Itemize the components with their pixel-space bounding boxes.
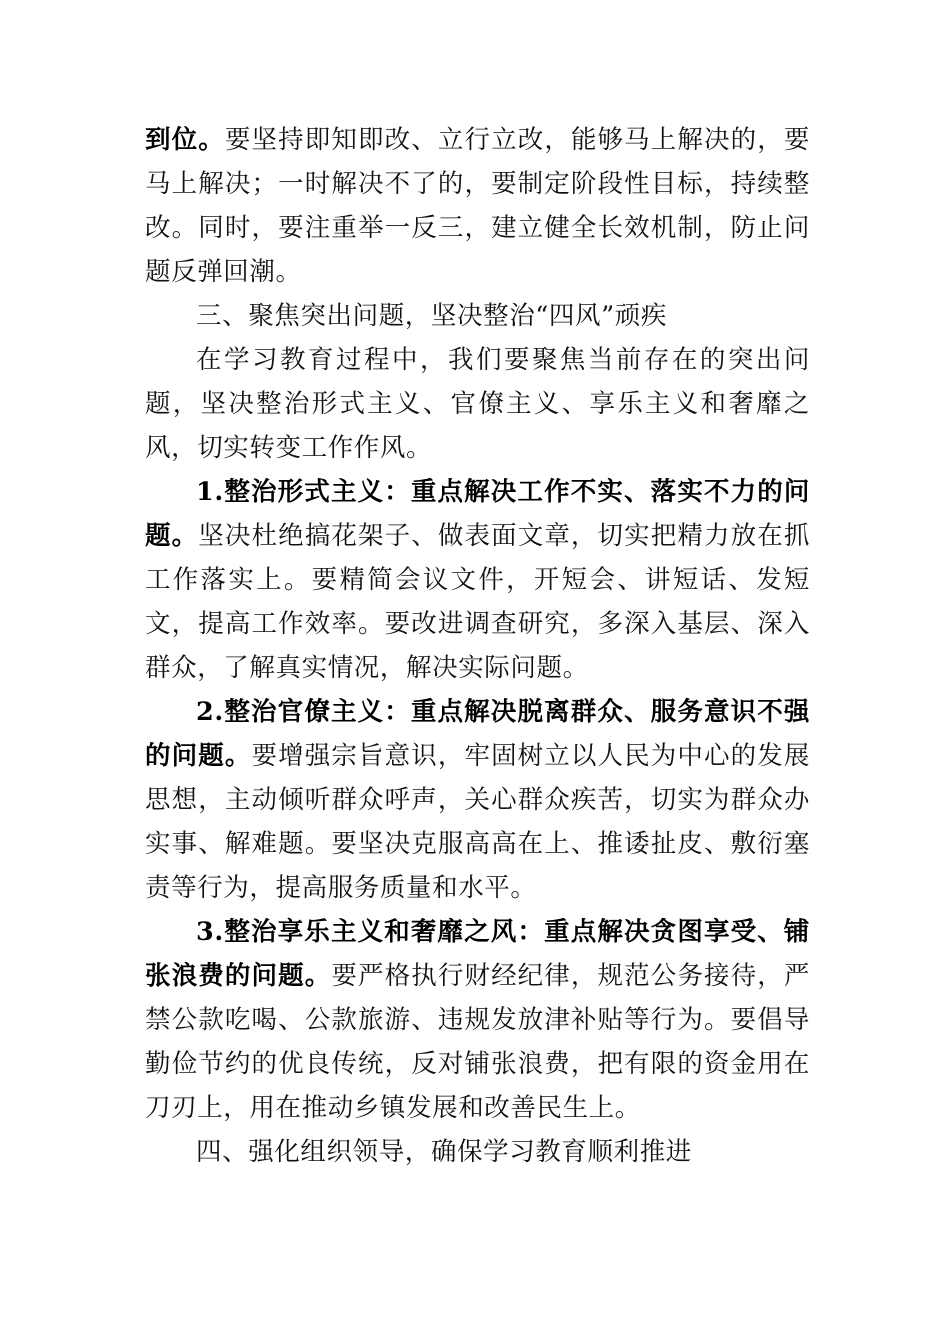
paragraph-text: 要增强宗旨意识，牢固树立以人民为中心的发展思想，主动倾听群众呼声，关心群众疾苦，切实为群众办实事、解难题。要坚决克服高高在上、推诿扯皮、敷衍塞责等行为，提高服务质量和水平。 xyxy=(145,741,810,903)
bold-lead: 1.整治形式主义：重点解决工作不实、落实不力的问题。 xyxy=(145,477,810,551)
paragraph-text: 坚决杜绝搞花架子、做表面文章，切实把精力放在抓工作落实上。要精简会议文件，开短会、讲短话、发短文，提高工作效率。要改进调查研究，多深入基层、深入群众，了解真实情况，解决实际问题。 xyxy=(145,521,810,683)
paragraph-continuation xyxy=(145,118,810,294)
paragraph-text: 要严格执行财经纪律，规范公务接待，严禁公款吃喝、公款旅游、违规发放津补贴等行为。要倡导勤俭节约的优良传统，反对铺张浪费，把有限的资金用在刀刃上，用在推动乡镇发展和改善民生上。 xyxy=(145,961,810,1123)
paragraph-item-1 xyxy=(145,470,810,690)
paragraph-item-2 xyxy=(145,690,810,910)
paragraph-item-3 xyxy=(145,910,810,1130)
section-heading-4: 四、强化组织领导，确保学习教育顺利推进 xyxy=(196,1137,692,1167)
paragraph-text: 要坚持即知即改、立行立改，能够马上解决的，要马上解决；一时解决不了的，要制定阶段性目标，持续整改。同时，要注重举一反三，建立健全长效机制，防止问题反弹回潮。 xyxy=(145,125,810,287)
bold-lead: 2.整治官僚主义：重点解决脱离群众、服务意识不强的问题。 xyxy=(145,697,810,771)
bold-lead: 到位。 xyxy=(145,125,225,155)
document-body xyxy=(145,118,810,1174)
section-heading-3: 三、聚焦突出问题，坚决整治“四风”顽疾 xyxy=(196,301,667,331)
paragraph-intro: 在学习教育过程中，我们要聚焦当前存在的突出问题，坚决整治形式主义、官僚主义、享乐主义和奢靡之风，切实转变工作作风。 xyxy=(145,345,810,463)
bold-lead: 3.整治享乐主义和奢靡之风：重点解决贪图享受、铺张浪费的问题。 xyxy=(145,917,810,991)
